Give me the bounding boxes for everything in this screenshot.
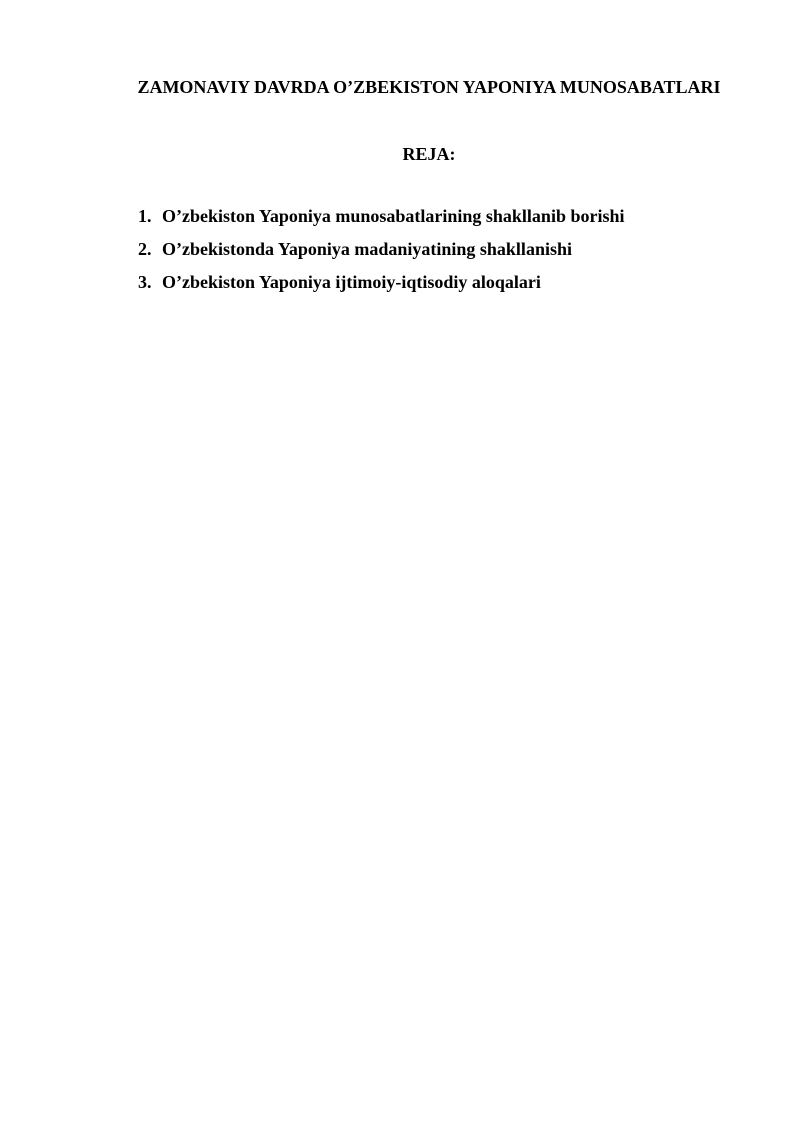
plan-item (138, 271, 624, 293)
plan-item (138, 238, 624, 260)
plan-heading: REJA: (402, 144, 456, 164)
plan-item-text: O’zbekiston Yaponiya munosabatlarining shakllanib borishi (162, 206, 625, 226)
plan-item-number: 1. (138, 206, 152, 226)
plan-item-text: O’zbekiston Yaponiya ijtimoiy-iqtisodiy aloqalari (162, 272, 541, 292)
plan-list (138, 205, 624, 304)
plan-item-number: 3. (138, 272, 152, 292)
plan-item-text: O’zbekistonda Yaponiya madaniyatining shakllanishi (162, 239, 572, 259)
plan-item-number: 2. (138, 239, 152, 259)
document-title: ZAMONAVIY DAVRDA O’ZBEKISTON YAPONIYA MUNOSABATLARI (137, 77, 721, 97)
plan-item (138, 205, 624, 227)
